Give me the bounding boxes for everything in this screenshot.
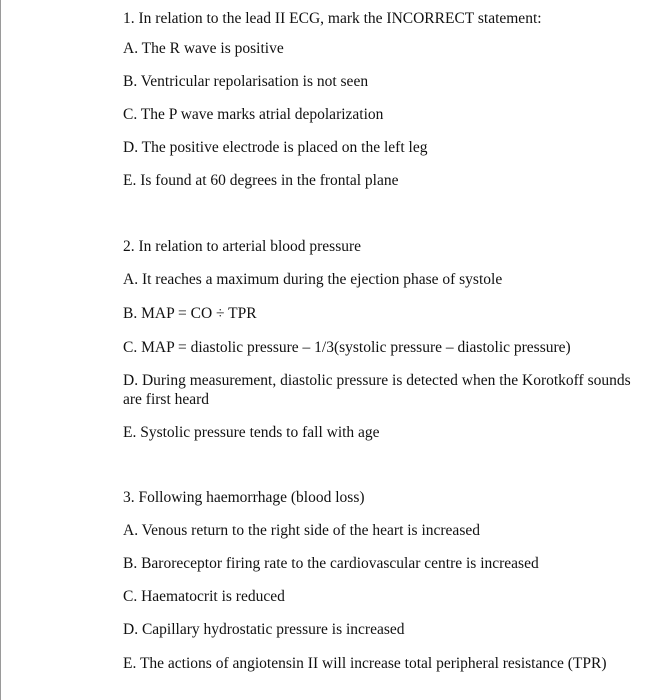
question-1-stem: 1. In relation to the lead II ECG, mark the INCORRECT statement: (123, 10, 542, 27)
question-2-option-a: A. It reaches a maximum during the ejection phase of systole (123, 271, 503, 288)
question-3-option-d: D. Capillary hydrostatic pressure is increased (123, 621, 405, 638)
question-3-stem: 3. Following haemorrhage (blood loss) (123, 489, 365, 506)
left-border-line (0, 0, 1, 700)
question-3-option-b: B. Baroreceptor firing rate to the cardiovascular centre is increased (123, 555, 539, 572)
question-3-option-c: C. Haematocrit is reduced (123, 588, 285, 605)
question-2-stem: 2. In relation to arterial blood pressure (123, 238, 362, 255)
question-1-option-d: D. The positive electrode is placed on the left leg (123, 139, 428, 156)
question-1-option-b: B. Ventricular repolarisation is not seen (123, 73, 369, 90)
question-1-option-c: C. The P wave marks atrial depolarization (123, 106, 384, 123)
question-2-option-e: E. Systolic pressure tends to fall with age (123, 424, 380, 441)
question-3-option-e: E. The actions of angiotensin II will increase total peripheral resistance (TPR) (123, 655, 607, 672)
question-1-option-a: A. The R wave is positive (123, 40, 284, 57)
question-2-option-c: C. MAP = diastolic pressure – 1/3(systolic pressure – diastolic pressure) (123, 339, 571, 356)
question-1-option-e: E. Is found at 60 degrees in the frontal plane (123, 172, 399, 189)
question-2-option-b: B. MAP = CO ÷ TPR (123, 305, 257, 322)
question-2-option-d: D. During measurement, diastolic pressure is detected when the Korotkoff sounds are first heard (123, 372, 631, 408)
question-3-option-a: A. Venous return to the right side of the heart is increased (123, 522, 480, 539)
